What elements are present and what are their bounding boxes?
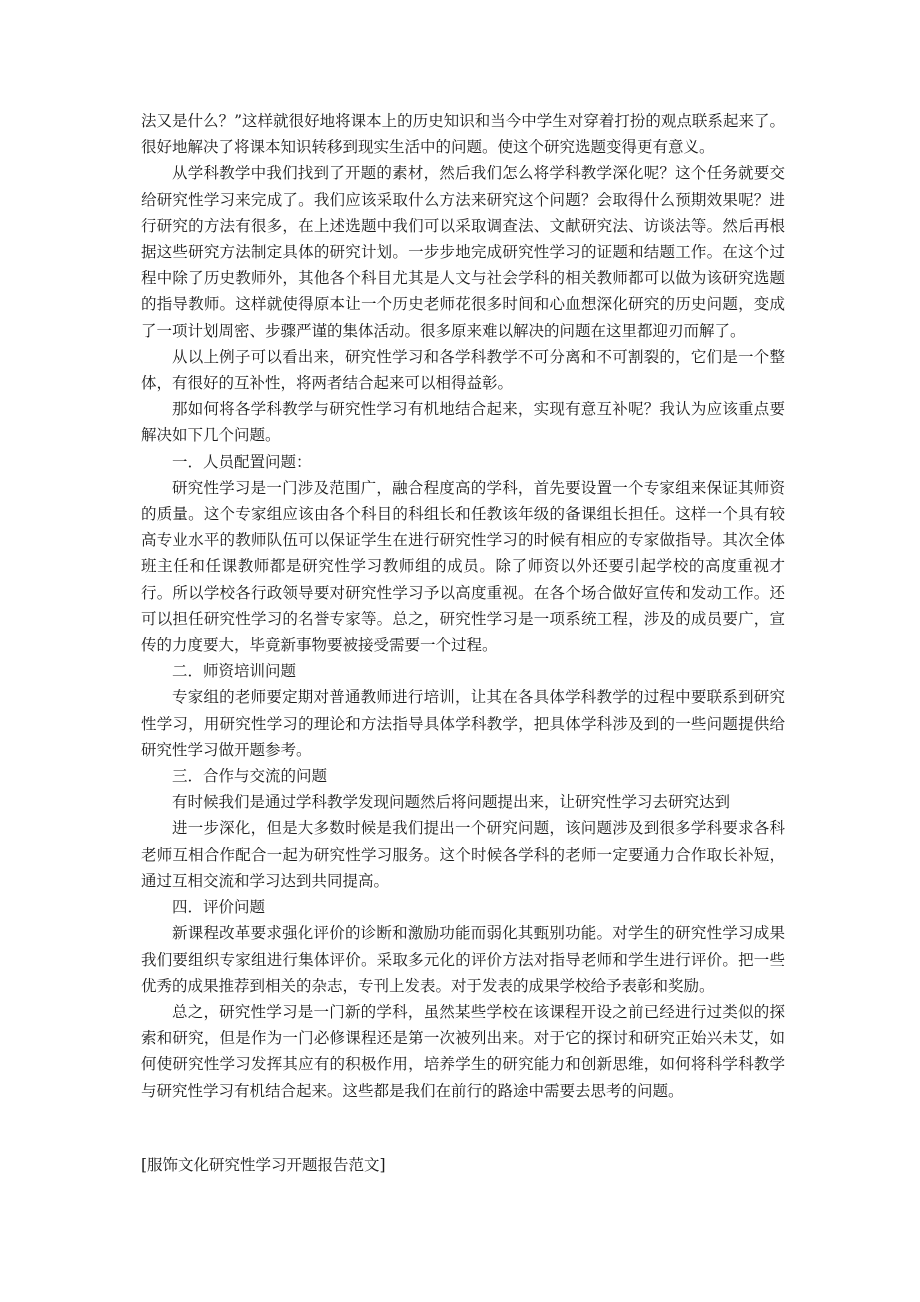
section-heading-cooperation: 三．合作与交流的问题 [172, 767, 328, 786]
paragraph-body: 从以上例子可以看出来，研究性学习和各学科教学不可分离和不可割裂的，它们是一个整体，有很好的互补性，将两者结合起来可以相得益彰。 [141, 347, 785, 393]
paragraph-body: 新课程改革要求强化评价的诊断和激励功能而弱化其甄别功能。对学生的研究性学习成果我们要组织专家组进行集体评价。采取多元化的评价方法对指导老师和学生进行评价。把一些优秀的成果推荐到相关的杂志，专刊上发表。对于发表的成果学校给予表彰和奖励。 [141, 924, 785, 995]
section-heading-training: 二．师资培训问题 [172, 662, 297, 681]
section-heading-staffing: 一．人员配置问题： [172, 452, 312, 471]
paragraph-continuation: 法又是什么？”这样就很好地将课本上的历史知识和当今中学生对穿着打扮的观点联系起来了。很好地解决了将课本知识转移到现实生活中的问题。使这个研究选题变得更有意义。 [141, 112, 785, 157]
paragraph-body: 研究性学习是一门涉及范围广，融合程度高的学科，首先要设置一个专家组来保证其师资的质量。这个专家组应该由各个科目的科组长和任教该年级的备课组长担任。这样一个具有较高专业水平的教师队伍可以保证学生在进行研究性学习的时候有相应的专家做指导。其次全体班主任和任课教师都是研究性学习教师组的成员。除了师资以外还要引起学校的高度重视才行。所以学校各行政领导要对研究性学习予以高度重视。在各个场合做好宣传和发动工作。还可以担任研究性学习的名誉专家等。总之，研究性学习是一项系统工程，涉及的成员要广，宣传的力度要大，毕竟新事物要被接受需要一个过程。 [141, 478, 785, 655]
paragraph-body: 那如何将各学科教学与研究性学习有机地结合起来，实现有意互补呢？我认为应该重点要解决如下几个问题。 [141, 400, 785, 445]
document-body [141, 108, 785, 1104]
paragraph-conclusion: 总之，研究性学习是一门新的学科，虽然某些学校在该课程开设之前已经进行过类似的探索和研究，但是作为一门必修课程还是第一次被列出来。对于它的探讨和研究正始兴未艾，如何使研究性学习发挥其应有的积极作用，培养学生的研究能力和创新思维，如何将科学科教学与研究性学习有机结合起来。这些都是我们在前行的路途中需要去思考的问题。 [141, 1002, 785, 1100]
paragraph-body: 从学科教学中我们找到了开题的素材，然后我们怎么将学科教学深化呢？这个任务就要交给研究性学习来完成了。我们应该采取什么方法来研究这个问题？会取得什么预期效果呢？进行研究的方法有很多，在上述选题中我们可以采取调查法、文献研究法、访谈法等。然后再根据这些研究方法制定具体的研究计划。一步步地完成研究性学习的证题和结题工作。在这个过程中除了历史教师外，其他各个科目尤其是人文与社会学科的相关教师都可以做为该研究选题的指导教师。这样就使得原本让一个历史老师花很多时间和心血想深化研究的历史问题，变成了一项计划周密、步骤严谨的集体活动。很多原来难以解决的问题在这里都迎刃而解了。 [141, 164, 785, 340]
section-heading-evaluation: 四．评价问题 [172, 898, 266, 917]
paragraph-body: 有时候我们是通过学科教学发现问题然后将问题提出来，让研究性学习去研究达到 [172, 793, 731, 812]
related-article-link[interactable]: [服饰文化研究性学习开题报告范文] [141, 1156, 386, 1174]
paragraph-body: 进一步深化，但是大多数时候是我们提出一个研究问题，该问题涉及到很多学科要求各科老师互相合作配合一起为研究性学习服务。这个时候各学科的老师一定要通力合作取长补短，通过互相交流和学习达到共同提高。 [141, 819, 785, 890]
paragraph-body: 专家组的老师要定期对普通教师进行培训，让其在各具体学科教学的过程中要联系到研究性学习，用研究性学习的理论和方法指导具体学科教学，把具体学科涉及到的一些问题提供给研究性学习做开题参考。 [141, 688, 785, 759]
